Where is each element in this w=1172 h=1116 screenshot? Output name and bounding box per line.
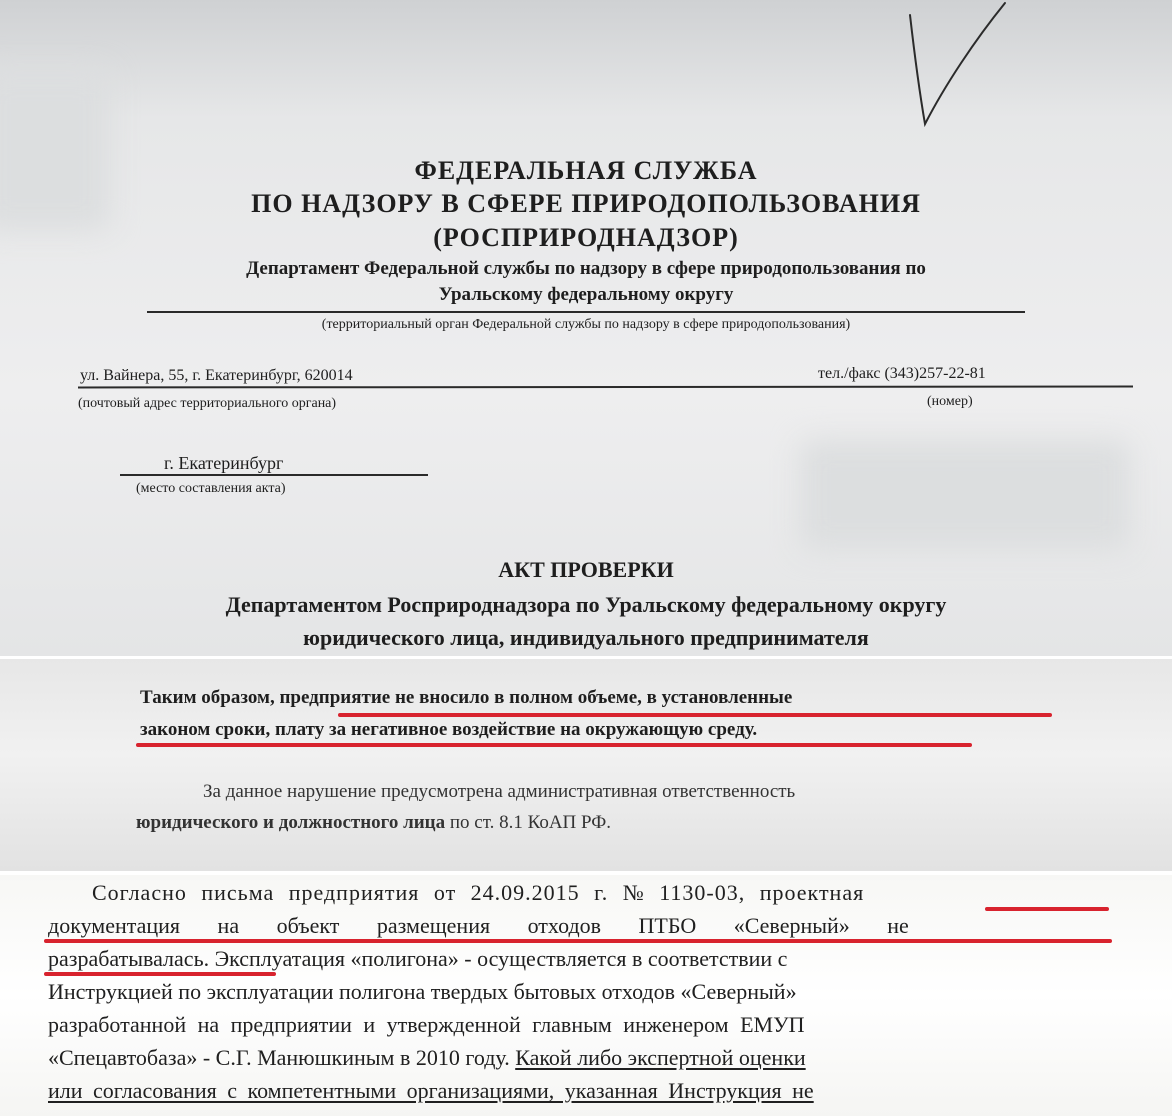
postal-address-note: (почтовый адрес территориального органа)	[78, 396, 337, 411]
department-underline	[147, 311, 1025, 313]
red-underline-3	[985, 907, 1109, 911]
excerpt1-line3: За данное нарушение предусмотрена административная ответственность	[203, 781, 796, 802]
act-place-city: г. Екатеринбург	[164, 453, 284, 473]
city-underline	[120, 474, 428, 476]
number-note: (номер)	[927, 394, 973, 409]
agency-title-line3: (РОСПРИРОДНАДЗОР)	[433, 223, 739, 252]
address-underline	[78, 386, 1133, 389]
excerpt1-line1-highlight: предприятие не вносило в полном объеме, в установленные	[279, 687, 793, 708]
excerpt1-line4-bold: юридического и должностного лица	[136, 812, 446, 833]
red-underline-4	[44, 939, 1112, 943]
red-underline-2	[136, 743, 972, 747]
excerpt1-line4-rest: по ст. 8.1 КоАП РФ.	[445, 812, 612, 833]
territorial-body-note: (территориальный орган Федеральной службы по надзору в сфере природопользования)	[321, 317, 851, 332]
excerpt1-line2-end: .	[752, 719, 758, 740]
excerpt2-line5: разработанной на предприятии и утвержденной главным инженером ЕМУП	[48, 1012, 805, 1037]
excerpt2-line6	[48, 1045, 806, 1071]
excerpt1-line2	[140, 719, 757, 741]
excerpt1-line1-lead: Таким образом,	[140, 687, 280, 708]
department-line2: Уральскому федеральному округу	[438, 284, 734, 305]
red-underline-5	[44, 972, 276, 976]
agency-title-line2: ПО НАДЗОРУ В СФЕРЕ ПРИРОДОПОЛЬЗОВАНИЯ	[251, 189, 921, 218]
excerpt2-line4: Инструкцией по эксплуатации полигона твердых бытовых отходов «Северный»	[48, 979, 797, 1004]
excerpt1-line4	[136, 812, 611, 834]
redacted-area-right	[800, 440, 1130, 550]
excerpt2-line6-underlined: Какой либо экспертной оценки	[515, 1045, 806, 1070]
violation-excerpt-panel	[0, 659, 1172, 871]
excerpt2-line2: документация на объект размещения отходов ПТБО «Северный» не	[48, 913, 909, 938]
excerpt1-line2-highlight: законом сроки, плату за негативное воздействие на окружающую среду	[140, 719, 753, 740]
excerpt2-line3-highlight: разрабатывалась.	[48, 946, 210, 971]
department-line1: Департамент Федеральной службы по надзору в сфере природопользования по	[246, 258, 926, 279]
phone-fax: тел./факс (343)257-22-81	[818, 365, 986, 382]
act-subtitle-line3: юридического лица, индивидуального предпринимателя	[303, 625, 869, 650]
excerpt1-line1	[140, 687, 792, 709]
agency-title-line1: ФЕДЕРАЛЬНАЯ СЛУЖБА	[414, 156, 758, 185]
act-subtitle-line2: Департаментом Росприроднадзора по Уральскому федеральному округу	[225, 592, 947, 617]
act-title: АКТ ПРОВЕРКИ	[498, 557, 674, 582]
excerpt2-line1-highlight: проектная	[759, 880, 865, 905]
postal-address: ул. Вайнера, 55, г. Екатеринбург, 620014	[80, 367, 353, 384]
handwritten-checkmark-icon	[900, 0, 1020, 130]
excerpt2-line1-lead: Согласно письма предприятия от 24.09.2015 г. № 1130-03,	[92, 880, 760, 905]
excerpt2-line1	[92, 880, 864, 906]
documentation-excerpt-panel	[0, 875, 1172, 1116]
excerpt2-line3-rest: Эксплуатация «полигона» - осуществляется в соответствии с	[209, 946, 788, 971]
excerpt2-line7: или согласования с компетентными организациями, указанная Инструкция не	[48, 1078, 814, 1103]
red-underline-1	[338, 713, 1052, 717]
act-place-note: (место составления акта)	[136, 481, 286, 496]
excerpt2-line6-lead: «Спецавтобаза» - С.Г. Манюшкиным в 2010 году.	[48, 1045, 516, 1070]
excerpt2-line3	[48, 946, 787, 972]
